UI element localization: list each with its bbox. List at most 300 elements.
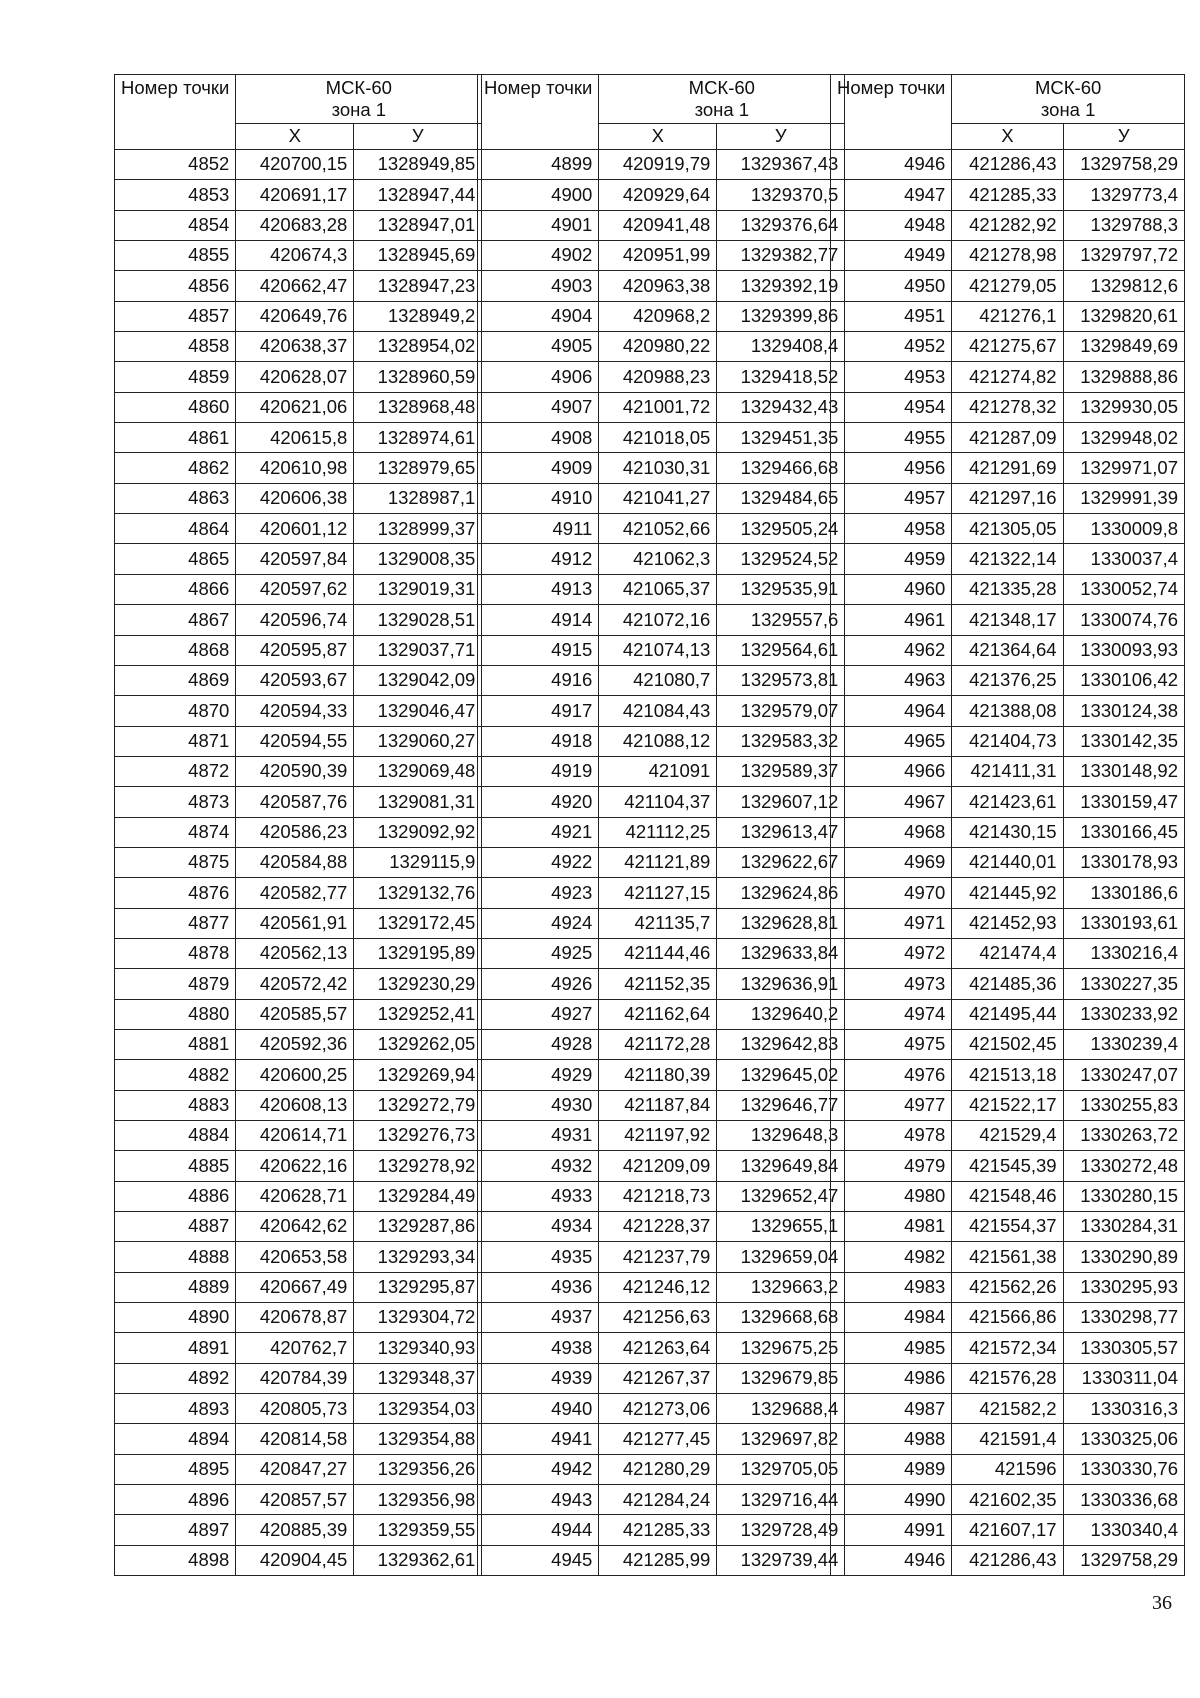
header-x: X xyxy=(952,124,1063,150)
x-cell: 421287,09 xyxy=(952,423,1063,453)
y-cell: 1329092,92 xyxy=(354,817,482,847)
x-cell: 421180,39 xyxy=(599,1060,717,1090)
point-number-cell: 4948 xyxy=(831,210,952,240)
y-cell: 1329524,52 xyxy=(717,544,845,574)
x-cell: 421388,08 xyxy=(952,696,1063,726)
table-row xyxy=(478,1121,845,1151)
point-number-cell: 4932 xyxy=(478,1151,599,1181)
x-cell: 420595,87 xyxy=(236,635,354,665)
y-cell: 1329820,61 xyxy=(1063,301,1184,331)
y-cell: 1329115,9 xyxy=(354,847,482,877)
point-number-cell: 4895 xyxy=(115,1454,236,1484)
x-cell: 421602,35 xyxy=(952,1485,1063,1515)
x-cell: 420597,62 xyxy=(236,574,354,604)
x-cell: 420628,07 xyxy=(236,362,354,392)
x-cell: 421411,31 xyxy=(952,756,1063,786)
point-number-cell: 4853 xyxy=(115,180,236,210)
header-system-name: МСК-60 xyxy=(325,77,392,98)
y-cell: 1329418,52 xyxy=(717,362,845,392)
point-number-cell: 4890 xyxy=(115,1303,236,1333)
y-cell: 1328987,1 xyxy=(354,483,482,513)
point-number-cell: 4943 xyxy=(478,1485,599,1515)
point-number-cell: 4974 xyxy=(831,999,952,1029)
y-cell: 1328960,59 xyxy=(354,362,482,392)
x-cell: 421554,37 xyxy=(952,1212,1063,1242)
point-number-cell: 4885 xyxy=(115,1151,236,1181)
table-row xyxy=(831,514,1185,544)
header-zone: зона 1 xyxy=(331,99,387,120)
point-number-cell: 4966 xyxy=(831,756,952,786)
point-number-cell: 4935 xyxy=(478,1242,599,1272)
point-number-cell: 4988 xyxy=(831,1424,952,1454)
point-number-cell: 4940 xyxy=(478,1394,599,1424)
table-row xyxy=(478,271,845,301)
point-number-cell: 4975 xyxy=(831,1029,952,1059)
table-row xyxy=(831,847,1185,877)
point-number-cell: 4958 xyxy=(831,514,952,544)
point-number-cell: 4856 xyxy=(115,271,236,301)
x-cell: 421209,09 xyxy=(599,1151,717,1181)
point-number-cell: 4913 xyxy=(478,574,599,604)
y-cell: 1329278,92 xyxy=(354,1151,482,1181)
y-cell: 1329564,61 xyxy=(717,635,845,665)
y-cell: 1328945,69 xyxy=(354,241,482,271)
point-number-cell: 4951 xyxy=(831,301,952,331)
point-number-cell: 4930 xyxy=(478,1090,599,1120)
table-row xyxy=(115,1090,482,1120)
table-row xyxy=(478,362,845,392)
table-row xyxy=(831,544,1185,574)
x-cell: 420988,23 xyxy=(599,362,717,392)
point-number-cell: 4875 xyxy=(115,847,236,877)
point-number-cell: 4905 xyxy=(478,332,599,362)
table-row xyxy=(115,787,482,817)
point-number-cell: 4925 xyxy=(478,938,599,968)
x-cell: 421112,25 xyxy=(599,817,717,847)
x-cell: 420600,25 xyxy=(236,1060,354,1090)
x-cell: 421152,35 xyxy=(599,969,717,999)
y-cell: 1330298,77 xyxy=(1063,1303,1184,1333)
y-cell: 1329451,35 xyxy=(717,423,845,453)
y-cell: 1329633,84 xyxy=(717,938,845,968)
point-number-cell: 4957 xyxy=(831,483,952,513)
point-number-cell: 4939 xyxy=(478,1363,599,1393)
table-row xyxy=(115,574,482,604)
y-cell: 1329069,48 xyxy=(354,756,482,786)
point-number-cell: 4918 xyxy=(478,726,599,756)
y-cell: 1329758,29 xyxy=(1063,1545,1184,1575)
table-row xyxy=(115,696,482,726)
point-number-cell: 4971 xyxy=(831,908,952,938)
y-cell: 1329739,44 xyxy=(717,1545,845,1575)
table-row xyxy=(115,1394,482,1424)
x-cell: 421172,28 xyxy=(599,1029,717,1059)
x-cell: 420628,71 xyxy=(236,1181,354,1211)
point-number-cell: 4852 xyxy=(115,150,236,180)
table-row xyxy=(831,787,1185,817)
table-row xyxy=(115,150,482,180)
y-cell: 1329930,05 xyxy=(1063,392,1184,422)
point-number-cell: 4882 xyxy=(115,1060,236,1090)
point-number-cell: 4960 xyxy=(831,574,952,604)
x-cell: 421162,64 xyxy=(599,999,717,1029)
point-number-cell: 4903 xyxy=(478,271,599,301)
x-cell: 420857,57 xyxy=(236,1485,354,1515)
point-number-cell: 4878 xyxy=(115,938,236,968)
table-row xyxy=(478,332,845,362)
point-number-cell: 4862 xyxy=(115,453,236,483)
y-cell: 1330052,74 xyxy=(1063,574,1184,604)
point-number-cell: 4908 xyxy=(478,423,599,453)
table-row xyxy=(115,756,482,786)
x-cell: 420951,99 xyxy=(599,241,717,271)
x-cell: 421228,37 xyxy=(599,1212,717,1242)
table-row xyxy=(478,938,845,968)
point-number-cell: 4854 xyxy=(115,210,236,240)
table-row xyxy=(478,1060,845,1090)
point-number-cell: 4956 xyxy=(831,453,952,483)
x-cell: 420597,84 xyxy=(236,544,354,574)
header-x: X xyxy=(236,124,354,150)
table-row xyxy=(115,544,482,574)
table-row xyxy=(831,180,1185,210)
x-cell: 420929,64 xyxy=(599,180,717,210)
table-row xyxy=(478,1272,845,1302)
x-cell: 421582,2 xyxy=(952,1394,1063,1424)
y-cell: 1330193,61 xyxy=(1063,908,1184,938)
x-cell: 420700,15 xyxy=(236,150,354,180)
point-number-cell: 4977 xyxy=(831,1090,952,1120)
table-row xyxy=(831,1272,1185,1302)
y-cell: 1329376,64 xyxy=(717,210,845,240)
y-cell: 1329370,5 xyxy=(717,180,845,210)
y-cell: 1329348,37 xyxy=(354,1363,482,1393)
table-row xyxy=(115,514,482,544)
y-cell: 1329484,65 xyxy=(717,483,845,513)
x-cell: 421072,16 xyxy=(599,605,717,635)
x-cell: 421452,93 xyxy=(952,908,1063,938)
x-cell: 421273,06 xyxy=(599,1394,717,1424)
x-cell: 420642,62 xyxy=(236,1212,354,1242)
point-number-cell: 4916 xyxy=(478,665,599,695)
y-cell: 1329172,45 xyxy=(354,908,482,938)
table-row xyxy=(115,271,482,301)
point-number-cell: 4865 xyxy=(115,544,236,574)
x-cell: 421286,43 xyxy=(952,150,1063,180)
point-number-cell: 4896 xyxy=(115,1485,236,1515)
x-cell: 421285,99 xyxy=(599,1545,717,1575)
point-number-cell: 4899 xyxy=(478,150,599,180)
y-cell: 1330272,48 xyxy=(1063,1151,1184,1181)
coords-table-1 xyxy=(114,74,482,1576)
table-row xyxy=(831,605,1185,635)
table-row xyxy=(831,241,1185,271)
x-cell: 421018,05 xyxy=(599,423,717,453)
y-cell: 1329668,68 xyxy=(717,1303,845,1333)
point-number-cell: 4941 xyxy=(478,1424,599,1454)
table-row xyxy=(478,1242,845,1272)
table-row xyxy=(115,817,482,847)
x-cell: 420621,06 xyxy=(236,392,354,422)
table-row xyxy=(831,1181,1185,1211)
x-cell: 420980,22 xyxy=(599,332,717,362)
point-number-cell: 4946 xyxy=(831,150,952,180)
point-number-cell: 4927 xyxy=(478,999,599,1029)
y-cell: 1329648,3 xyxy=(717,1121,845,1151)
x-cell: 421001,72 xyxy=(599,392,717,422)
coords-table-2-body xyxy=(478,75,845,1576)
table-row xyxy=(831,665,1185,695)
x-cell: 421297,16 xyxy=(952,483,1063,513)
y-cell: 1329659,04 xyxy=(717,1242,845,1272)
x-cell: 421513,18 xyxy=(952,1060,1063,1090)
x-cell: 421423,61 xyxy=(952,787,1063,817)
table-row xyxy=(831,392,1185,422)
y-cell: 1329019,31 xyxy=(354,574,482,604)
table-row xyxy=(831,1212,1185,1242)
table-row xyxy=(831,1394,1185,1424)
table-row xyxy=(831,969,1185,999)
y-cell: 1329948,02 xyxy=(1063,423,1184,453)
point-number-cell: 4990 xyxy=(831,1485,952,1515)
point-number-cell: 4907 xyxy=(478,392,599,422)
x-cell: 421596 xyxy=(952,1454,1063,1484)
point-number-cell: 4900 xyxy=(478,180,599,210)
table-row xyxy=(478,1090,845,1120)
y-cell: 1330159,47 xyxy=(1063,787,1184,817)
point-number-cell: 4976 xyxy=(831,1060,952,1090)
x-cell: 420622,16 xyxy=(236,1151,354,1181)
y-cell: 1329028,51 xyxy=(354,605,482,635)
header-system-name: МСК-60 xyxy=(688,77,755,98)
y-cell: 1330316,3 xyxy=(1063,1394,1184,1424)
table-row xyxy=(115,362,482,392)
table-row xyxy=(478,574,845,604)
table-row xyxy=(831,999,1185,1029)
table-row xyxy=(478,878,845,908)
x-cell: 421495,44 xyxy=(952,999,1063,1029)
table-row xyxy=(831,1424,1185,1454)
point-number-cell: 4991 xyxy=(831,1515,952,1545)
point-number-cell: 4909 xyxy=(478,453,599,483)
table-row xyxy=(115,180,482,210)
y-cell: 1329622,67 xyxy=(717,847,845,877)
x-cell: 420667,49 xyxy=(236,1272,354,1302)
header-zone: зона 1 xyxy=(1040,99,1096,120)
x-cell: 421291,69 xyxy=(952,453,1063,483)
x-cell: 421279,05 xyxy=(952,271,1063,301)
y-cell: 1329991,39 xyxy=(1063,483,1184,513)
coords-table-2 xyxy=(477,74,845,1576)
point-number-cell: 4944 xyxy=(478,1515,599,1545)
x-cell: 420614,71 xyxy=(236,1121,354,1151)
header-coordinate-system xyxy=(599,75,845,124)
y-cell: 1330178,93 xyxy=(1063,847,1184,877)
table-row xyxy=(831,1060,1185,1090)
point-number-cell: 4869 xyxy=(115,665,236,695)
x-cell: 421218,73 xyxy=(599,1181,717,1211)
table-row xyxy=(478,150,845,180)
table-row xyxy=(831,1363,1185,1393)
table-row xyxy=(831,1029,1185,1059)
y-cell: 1330074,76 xyxy=(1063,605,1184,635)
x-cell: 421282,92 xyxy=(952,210,1063,240)
y-cell: 1328999,37 xyxy=(354,514,482,544)
table-row xyxy=(478,1424,845,1454)
table-row xyxy=(478,1363,845,1393)
table-row xyxy=(831,696,1185,726)
table-row xyxy=(115,423,482,453)
y-cell: 1329663,2 xyxy=(717,1272,845,1302)
x-cell: 420572,42 xyxy=(236,969,354,999)
x-cell: 421278,98 xyxy=(952,241,1063,271)
x-cell: 421430,15 xyxy=(952,817,1063,847)
y-cell: 1330186,6 xyxy=(1063,878,1184,908)
point-number-cell: 4928 xyxy=(478,1029,599,1059)
x-cell: 420585,57 xyxy=(236,999,354,1029)
point-number-cell: 4923 xyxy=(478,878,599,908)
point-number-cell: 4917 xyxy=(478,696,599,726)
x-cell: 421277,45 xyxy=(599,1424,717,1454)
y-cell: 1329356,98 xyxy=(354,1485,482,1515)
y-cell: 1330311,04 xyxy=(1063,1363,1184,1393)
y-cell: 1329295,87 xyxy=(354,1272,482,1302)
table-row xyxy=(478,1212,845,1242)
x-cell: 421280,29 xyxy=(599,1454,717,1484)
table-row xyxy=(831,210,1185,240)
x-cell: 420608,13 xyxy=(236,1090,354,1120)
y-cell: 1330336,68 xyxy=(1063,1485,1184,1515)
point-number-cell: 4910 xyxy=(478,483,599,513)
point-number-cell: 4922 xyxy=(478,847,599,877)
point-number-cell: 4914 xyxy=(478,605,599,635)
point-number-cell: 4891 xyxy=(115,1333,236,1363)
point-number-cell: 4919 xyxy=(478,756,599,786)
table-row xyxy=(831,574,1185,604)
table-row xyxy=(478,1485,845,1515)
coords-table-1-body xyxy=(115,75,482,1576)
point-number-cell: 4964 xyxy=(831,696,952,726)
x-cell: 421576,28 xyxy=(952,1363,1063,1393)
table-row xyxy=(115,1060,482,1090)
x-cell: 420586,23 xyxy=(236,817,354,847)
x-cell: 421485,36 xyxy=(952,969,1063,999)
x-cell: 421030,31 xyxy=(599,453,717,483)
y-cell: 1330142,35 xyxy=(1063,726,1184,756)
table-row xyxy=(831,1151,1185,1181)
table-row xyxy=(115,1151,482,1181)
y-cell: 1329849,69 xyxy=(1063,332,1184,362)
table-row xyxy=(831,1242,1185,1272)
header-point-number: Номер точки xyxy=(478,75,599,150)
x-cell: 421278,32 xyxy=(952,392,1063,422)
y-cell: 1329367,43 xyxy=(717,150,845,180)
x-cell: 421080,7 xyxy=(599,665,717,695)
y-cell: 1329304,72 xyxy=(354,1303,482,1333)
point-number-cell: 4884 xyxy=(115,1121,236,1151)
x-cell: 420683,28 xyxy=(236,210,354,240)
y-cell: 1329392,19 xyxy=(717,271,845,301)
page-number: 36 xyxy=(1152,1592,1172,1614)
y-cell: 1330247,07 xyxy=(1063,1060,1184,1090)
table-row xyxy=(478,241,845,271)
y-cell: 1329675,25 xyxy=(717,1333,845,1363)
table-row xyxy=(831,453,1185,483)
point-number-cell: 4872 xyxy=(115,756,236,786)
y-cell: 1328974,61 xyxy=(354,423,482,453)
table-row xyxy=(115,635,482,665)
table-row xyxy=(478,756,845,786)
y-cell: 1330227,35 xyxy=(1063,969,1184,999)
point-number-cell: 4934 xyxy=(478,1212,599,1242)
y-cell: 1329888,86 xyxy=(1063,362,1184,392)
y-cell: 1329573,81 xyxy=(717,665,845,695)
x-cell: 421065,37 xyxy=(599,574,717,604)
table-row xyxy=(115,605,482,635)
x-cell: 421091 xyxy=(599,756,717,786)
table-row xyxy=(831,1121,1185,1151)
y-cell: 1329046,47 xyxy=(354,696,482,726)
y-cell: 1329797,72 xyxy=(1063,241,1184,271)
y-cell: 1329649,84 xyxy=(717,1151,845,1181)
y-cell: 1329340,93 xyxy=(354,1333,482,1363)
table-row xyxy=(831,332,1185,362)
point-number-cell: 4973 xyxy=(831,969,952,999)
table-row xyxy=(478,1029,845,1059)
point-number-cell: 4926 xyxy=(478,969,599,999)
point-number-cell: 4889 xyxy=(115,1272,236,1302)
point-number-cell: 4912 xyxy=(478,544,599,574)
y-cell: 1329354,03 xyxy=(354,1394,482,1424)
table-row xyxy=(478,908,845,938)
table-row xyxy=(115,1303,482,1333)
y-cell: 1329728,49 xyxy=(717,1515,845,1545)
y-cell: 1329557,6 xyxy=(717,605,845,635)
table-row xyxy=(115,726,482,756)
table-row xyxy=(478,423,845,453)
table-row xyxy=(478,847,845,877)
x-cell: 421285,33 xyxy=(952,180,1063,210)
point-number-cell: 4933 xyxy=(478,1181,599,1211)
table-row xyxy=(831,362,1185,392)
table-row xyxy=(115,1424,482,1454)
point-number-cell: 4860 xyxy=(115,392,236,422)
y-cell: 1328949,85 xyxy=(354,150,482,180)
y-cell: 1330263,72 xyxy=(1063,1121,1184,1151)
point-number-cell: 4969 xyxy=(831,847,952,877)
y-cell: 1329230,29 xyxy=(354,969,482,999)
x-cell: 420784,39 xyxy=(236,1363,354,1393)
table-row xyxy=(831,817,1185,847)
table-row xyxy=(478,726,845,756)
point-number-cell: 4886 xyxy=(115,1181,236,1211)
x-cell: 421545,39 xyxy=(952,1151,1063,1181)
y-cell: 1329758,29 xyxy=(1063,150,1184,180)
y-cell: 1330325,06 xyxy=(1063,1424,1184,1454)
y-cell: 1330284,31 xyxy=(1063,1212,1184,1242)
y-cell: 1329284,49 xyxy=(354,1181,482,1211)
table-row xyxy=(831,635,1185,665)
x-cell: 420590,39 xyxy=(236,756,354,786)
x-cell: 420562,13 xyxy=(236,938,354,968)
point-number-cell: 4954 xyxy=(831,392,952,422)
coords-table-3 xyxy=(830,74,1185,1576)
table-row xyxy=(115,1545,482,1575)
point-number-cell: 4892 xyxy=(115,1363,236,1393)
y-cell: 1329132,76 xyxy=(354,878,482,908)
x-cell: 421305,05 xyxy=(952,514,1063,544)
point-number-cell: 4876 xyxy=(115,878,236,908)
